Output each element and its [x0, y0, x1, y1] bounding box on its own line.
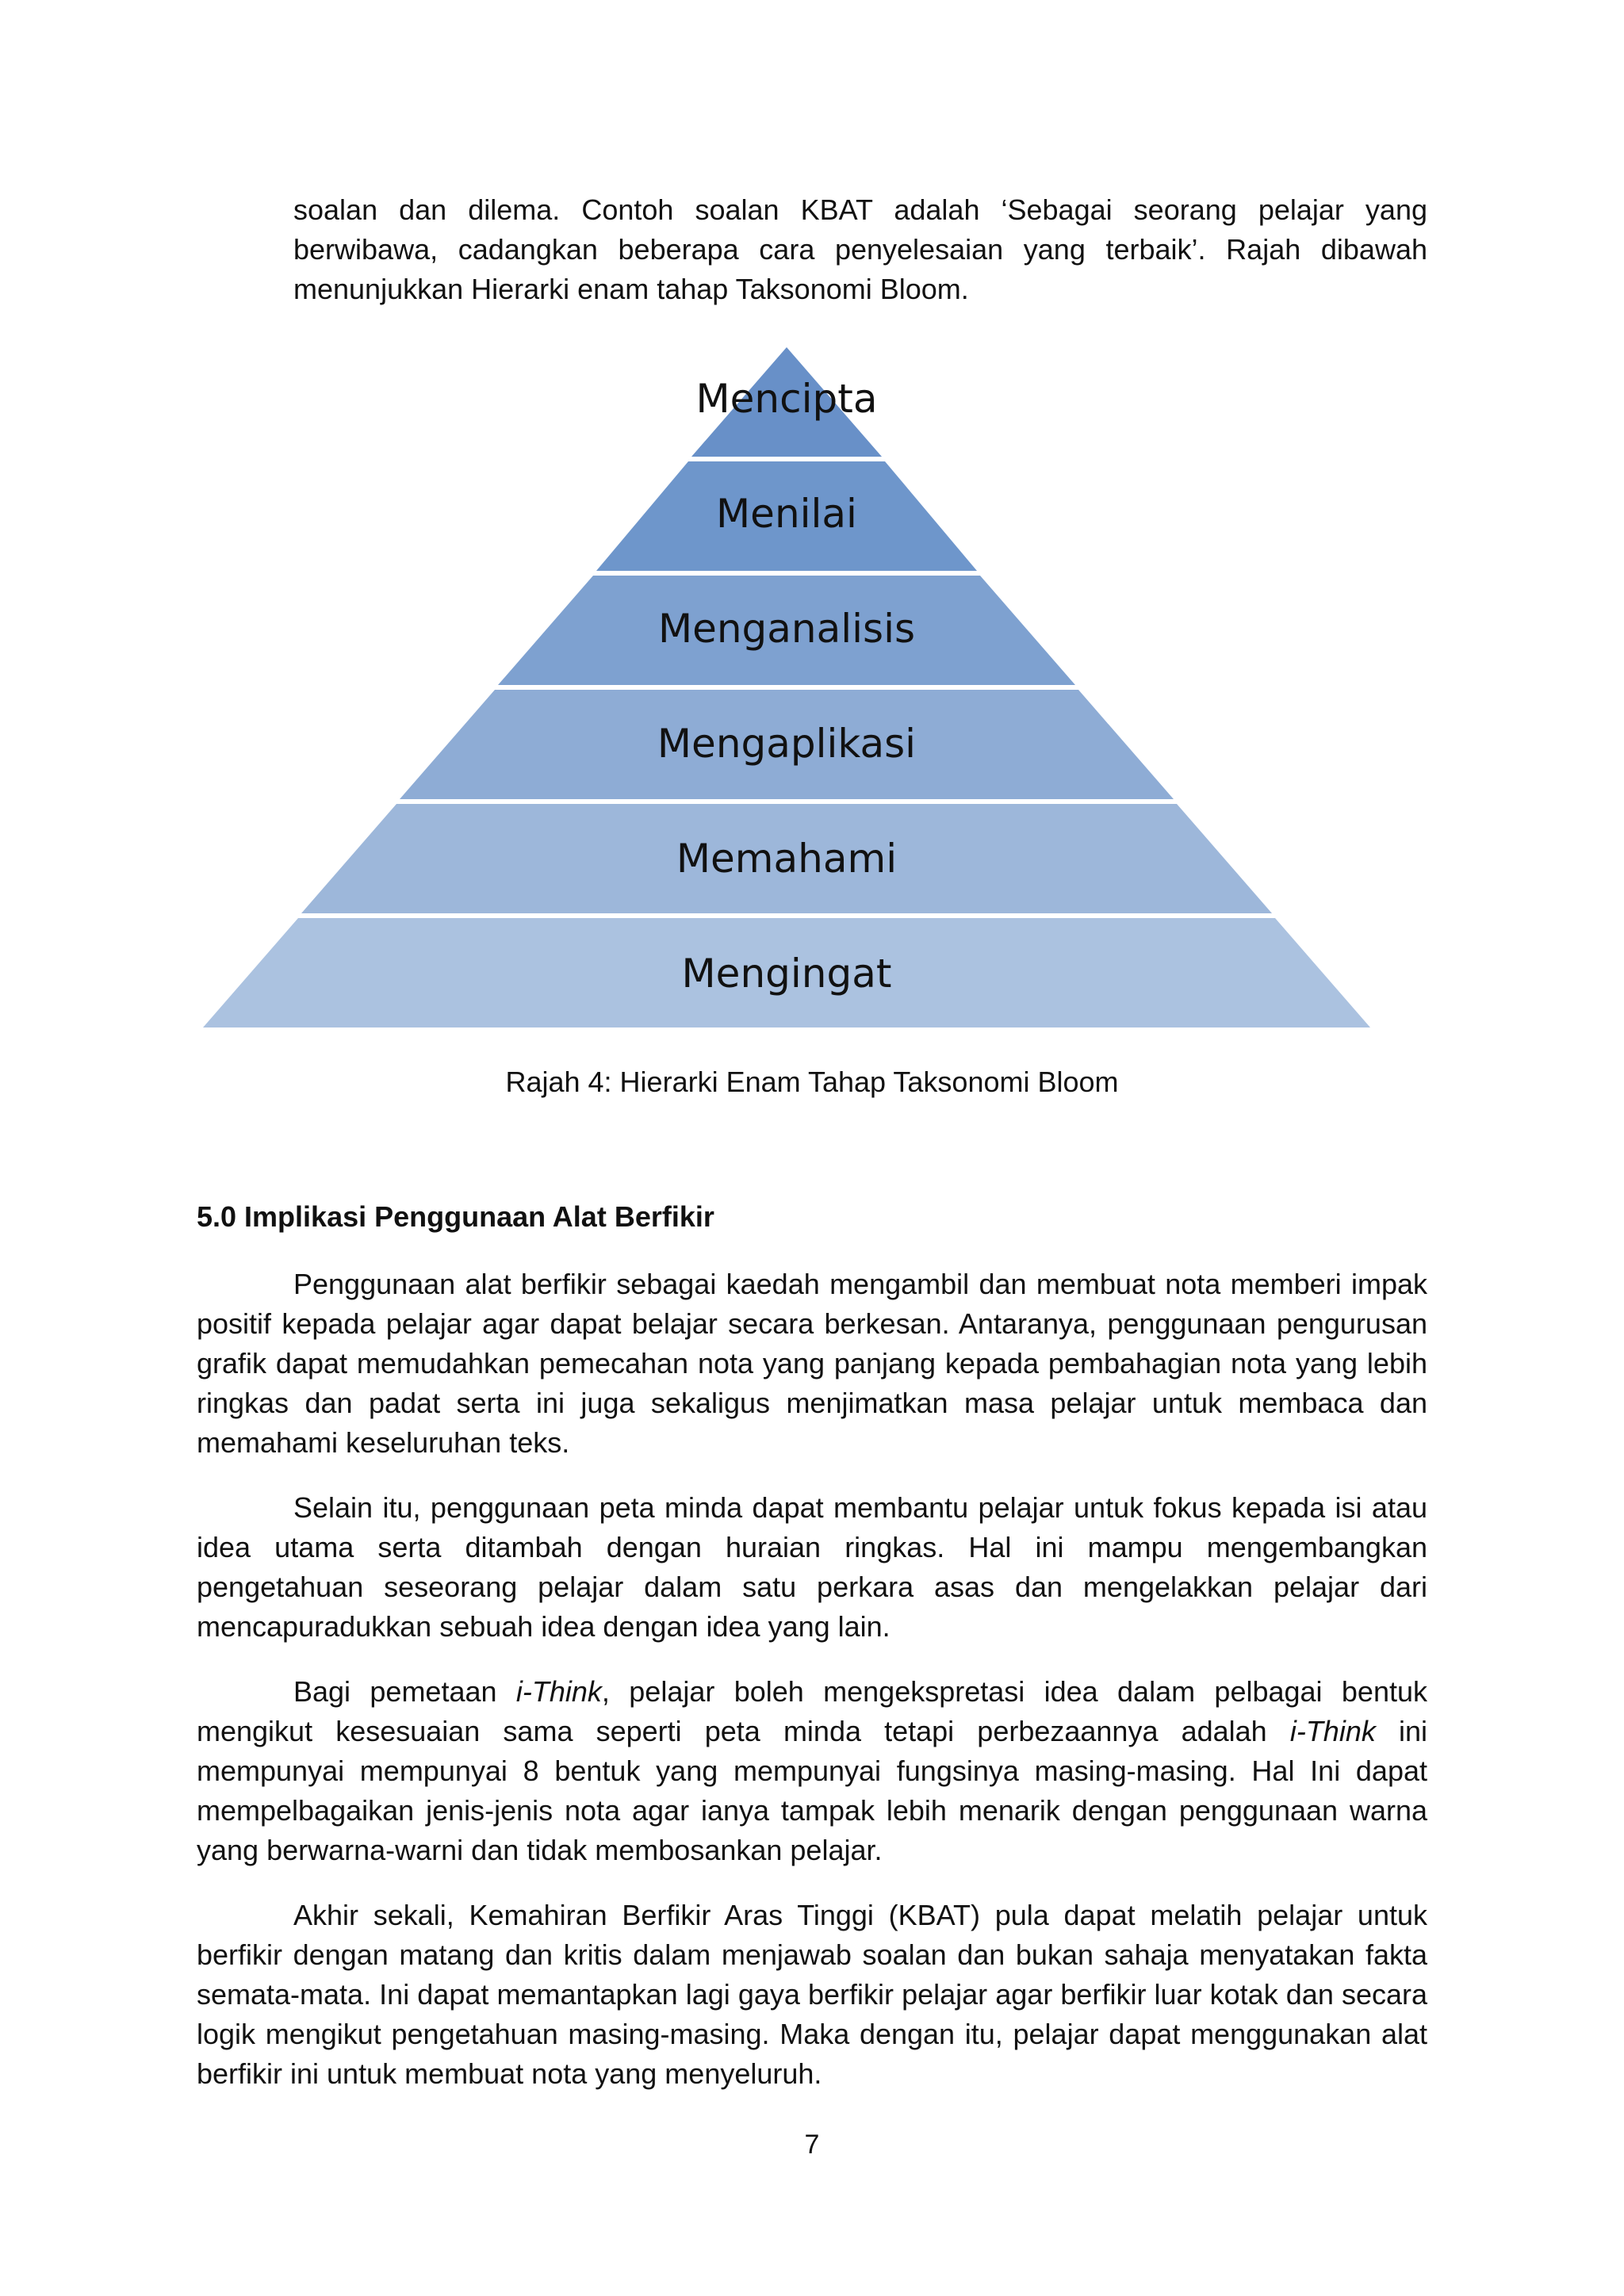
- tier-label-menganalisis: Menganalisis: [657, 606, 916, 652]
- term-i-think-2: i-Think: [1289, 1715, 1376, 1747]
- paragraph-1: Penggunaan alat berfikir sebagai kaedah mengambil dan membuat nota memberi impak positif kepada pelajar agar dapat belajar secara berkesan. Antaranya, penggunaan pengurusan grafik dapat memudahkan pemecahan nota yang panjang kepada pembahagian nota yang lebih ringkas dan padat serta ini juga sekaligus menjimatkan masa pelajar untuk membaca dan memahami keseluruhan teks.: [197, 1268, 1427, 1459]
- tier-label-menilai: Menilai: [716, 491, 857, 537]
- tier-label-mencipta: Mencipta: [695, 376, 878, 422]
- term-i-think: i-Think: [515, 1675, 602, 1708]
- paragraph-3-part-b: , pelajar boleh mengekspretasi idea dalam pelbagai bentuk mengikut kesesuaian sama seperti peta minda tetapi perbezaannya adalah: [197, 1675, 1427, 1747]
- page-number: 7: [804, 2130, 820, 2160]
- paragraph-3: [197, 1672, 1427, 1870]
- paragraph-3-part-a: Bagi pemetaan: [293, 1675, 516, 1708]
- intro-paragraph: soalan dan dilema. Contoh soalan KBAT adalah ‘Sebagai seorang pelajar yang berwibawa, cadangkan beberapa cara penyelesaian yang terbaik’. Rajah dibawah menunjukkan Hierarki enam tahap Taksonomi Bloom.: [293, 193, 1427, 305]
- tier-label-mengaplikasi: Mengaplikasi: [657, 721, 917, 767]
- bloom-taxonomy-pyramid: [0, 0, 1624, 1047]
- paragraph-4: Akhir sekali, Kemahiran Berfikir Aras Tinggi (KBAT) pula dapat melatih pelajar untuk berfikir dengan matang dan kritis dalam menjawab soalan dan bukan sahaja menyatakan fakta semata-mata. Ini dapat memantapkan lagi gaya berfikir pelajar agar berfikir luar kotak dan secara logik mengikut pengetahuan masing-masing. Maka dengan itu, pelajar dapat menggunakan alat berfikir ini untuk membuat nota yang menyeluruh.: [197, 1899, 1427, 2090]
- figure-caption: Rajah 4: Hierarki Enam Tahap Taksonomi Bloom: [505, 1066, 1119, 1098]
- section-heading: 5.0 Implikasi Penggunaan Alat Berfikir: [197, 1200, 714, 1233]
- paragraph-3-part-c: ini mempunyai mempunyai 8 bentuk yang mempunyai fungsinya masing-masing. Hal Ini dapat mempelbagaikan jenis-jenis nota agar ianya tampak lebih menarik dengan penggunaan warna yang berwarna-warni dan tidak membosankan pelajar.: [197, 1715, 1427, 1866]
- tier-label-mengingat: Mengingat: [681, 951, 892, 997]
- tier-label-memahami: Memahami: [676, 836, 898, 882]
- paragraph-2: Selain itu, penggunaan peta minda dapat membantu pelajar untuk fokus kepada isi atau idea utama serta ditambah dengan huraian ringkas. Hal ini mampu mengembangkan pengetahuan seseorang pelajar dalam satu perkara asas dan mengelakkan pelajar dari mencapuradukkan sebuah idea dengan idea yang lain.: [197, 1491, 1427, 1643]
